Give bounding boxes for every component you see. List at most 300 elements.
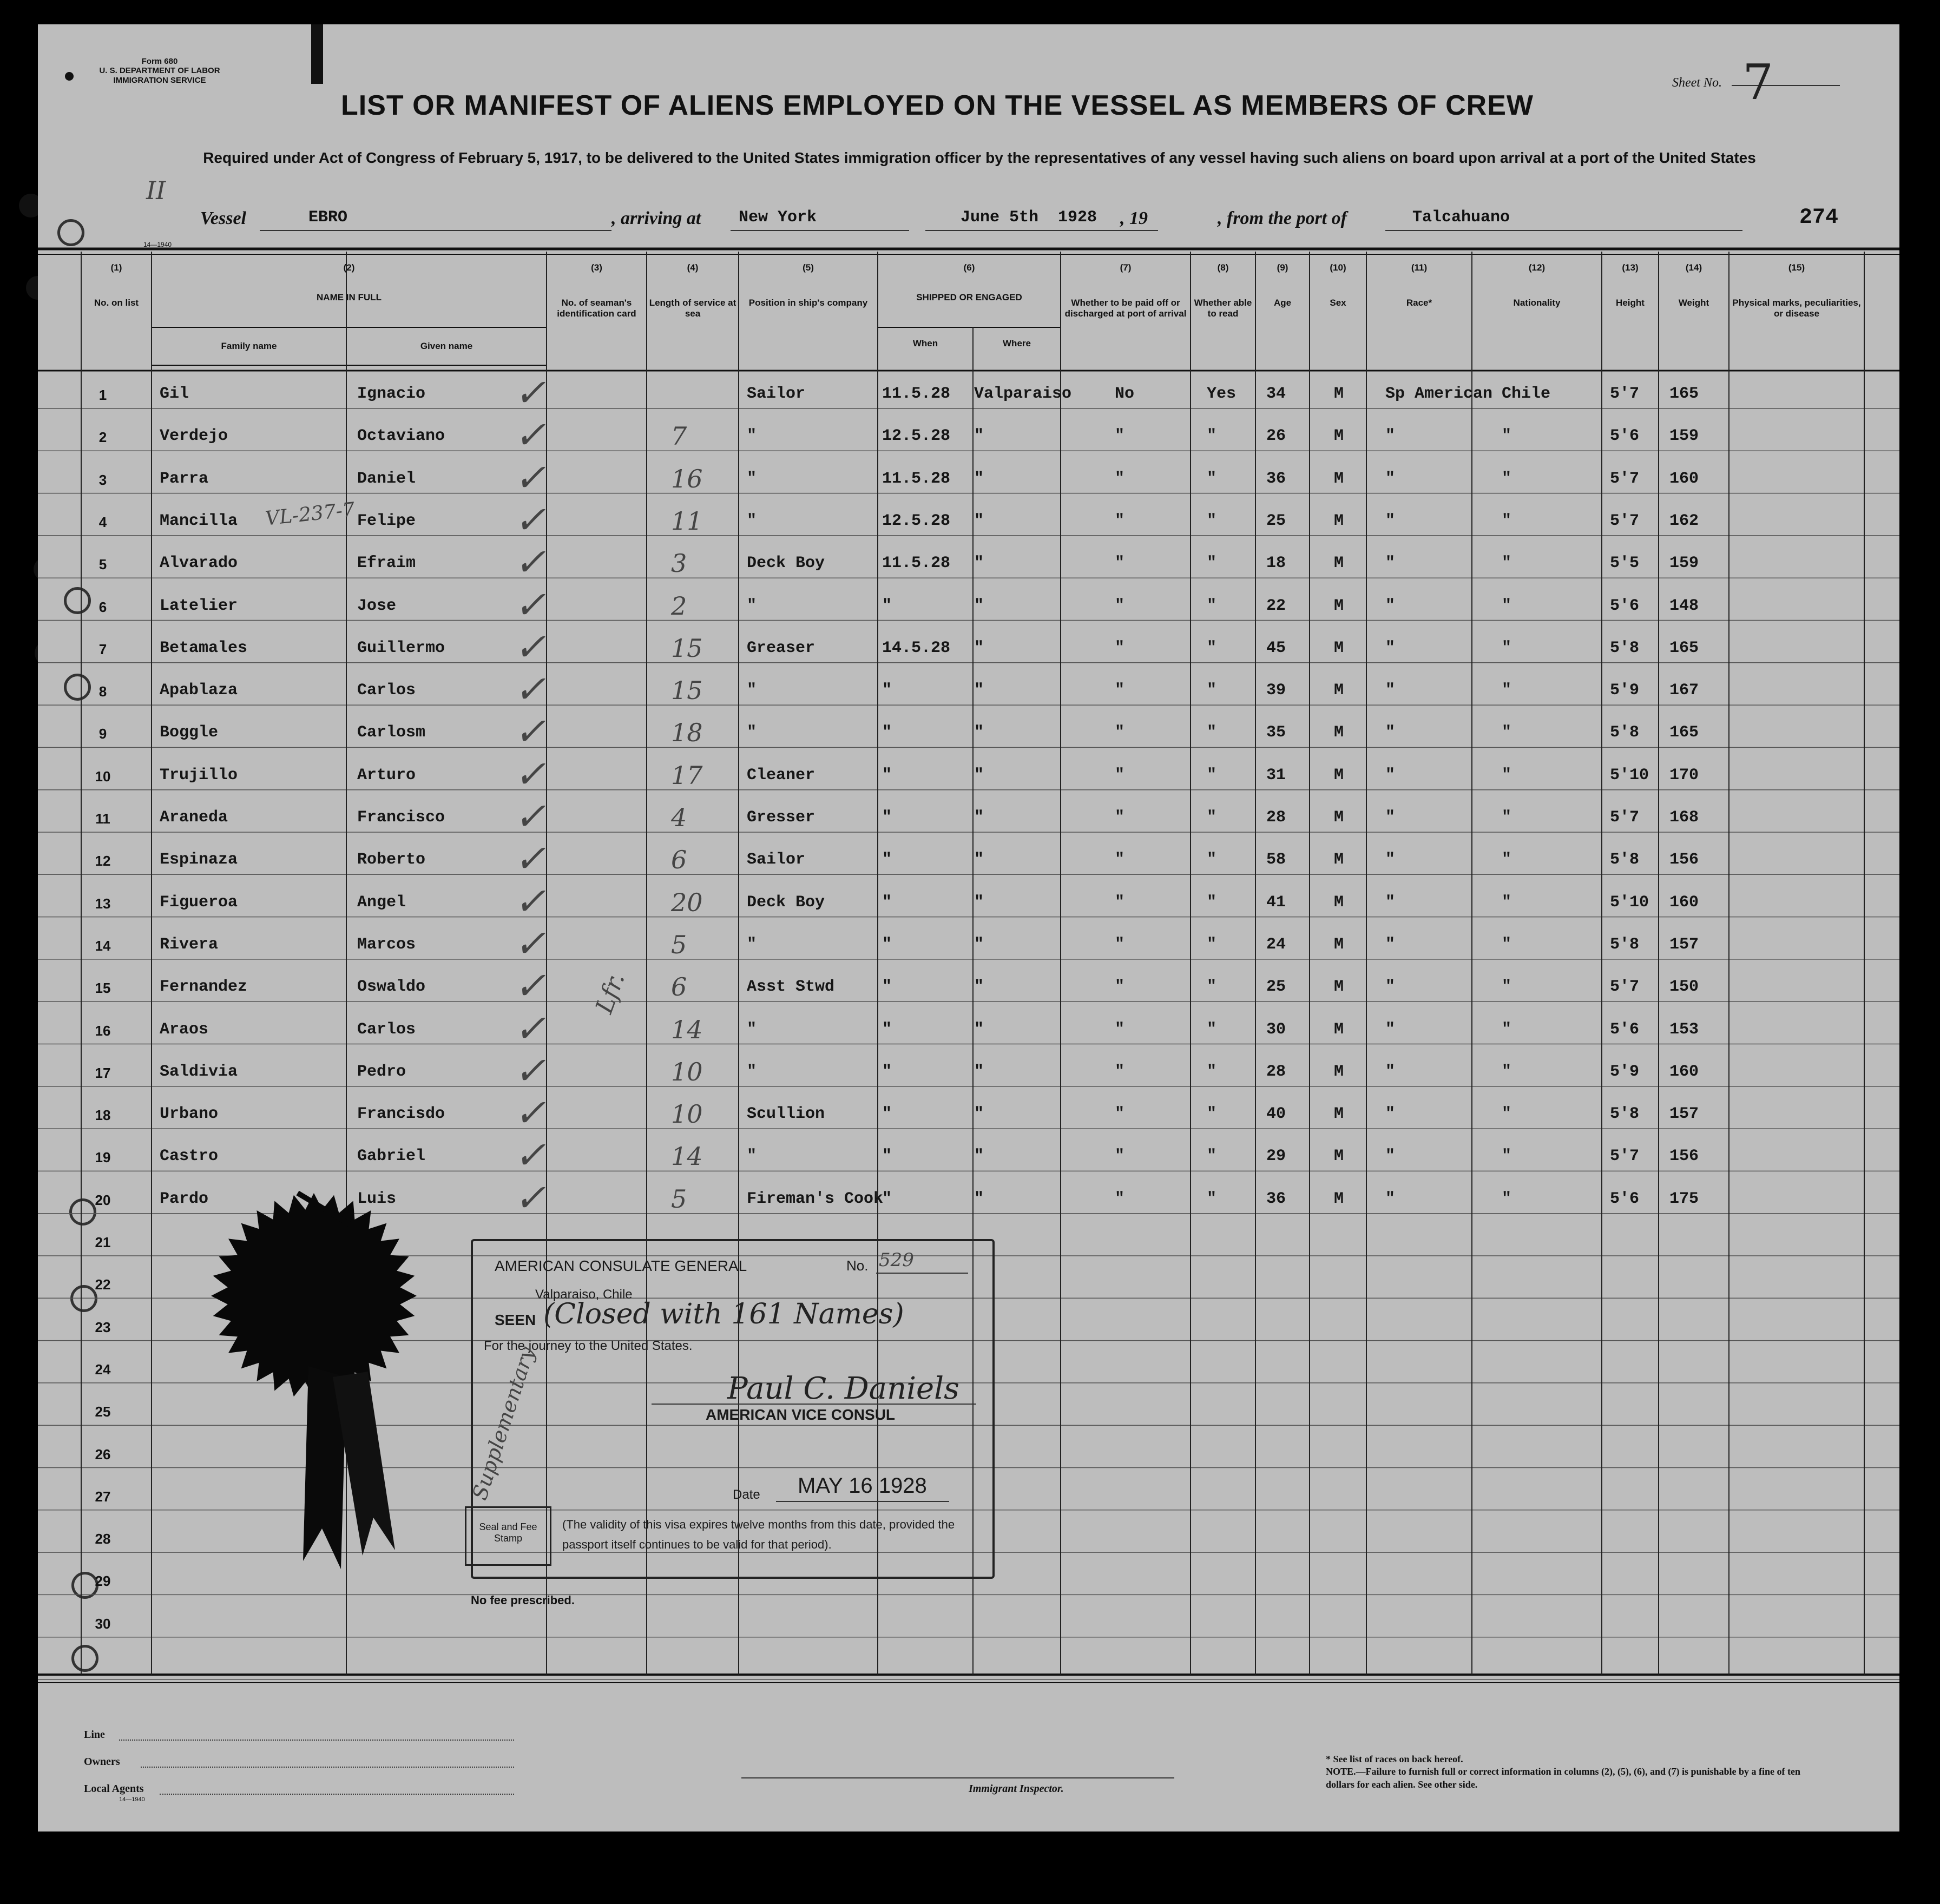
cell-given: Carlos (357, 1020, 416, 1039)
footer-agents-label: Local Agents (84, 1783, 144, 1795)
cell-where: Valparaiso (974, 385, 1072, 403)
cell-where: " (974, 1189, 984, 1208)
row-number: 10 (95, 768, 111, 785)
page-title: LIST OR MANIFEST OF ALIENS EMPLOYED ON THE VESSEL AS MEMBERS OF CREW (341, 90, 1534, 121)
cell-paid: " (1115, 766, 1125, 785)
cell-age: 24 (1266, 935, 1286, 954)
column-header: Weight (1678, 298, 1709, 308)
cell-service: 10 (671, 1099, 703, 1129)
cell-sex: M (1334, 1062, 1344, 1081)
cell-height: 5'9 (1610, 1062, 1640, 1081)
cell-position: " (747, 596, 757, 615)
check-mark-icon: ✓ (514, 1133, 546, 1178)
cell-sex: M (1334, 511, 1344, 530)
column-header: NAME IN FULL (317, 292, 382, 302)
cell-nationality: " (1502, 638, 1512, 657)
cell-position: Deck Boy (747, 893, 825, 912)
cell-nationality: " (1502, 1105, 1512, 1124)
cell-age: 30 (1266, 1020, 1286, 1039)
cell-where: " (974, 1020, 984, 1039)
cell-nationality: " (1502, 596, 1512, 615)
cell-family: Mancilla (160, 511, 238, 530)
cell-where: " (974, 596, 984, 615)
arriving-port: New York (739, 208, 817, 227)
cell-height: 5'6 (1610, 596, 1640, 615)
cell-read: " (1207, 469, 1217, 488)
cell-service: 14 (671, 1142, 703, 1171)
cell-height: 5'7 (1610, 469, 1640, 488)
cell-read: " (1207, 978, 1217, 997)
cell-height: 5'8 (1610, 723, 1640, 742)
cell-age: 22 (1266, 596, 1286, 615)
cell-sex: M (1334, 596, 1344, 615)
check-mark-icon: ✓ (514, 752, 546, 796)
check-mark-icon: ✓ (514, 879, 546, 924)
row-number: 28 (95, 1531, 111, 1547)
cell-age: 40 (1266, 1105, 1286, 1124)
row-number: 13 (95, 895, 111, 912)
footer-line-label: Line (84, 1729, 105, 1741)
cell-position: " (747, 723, 757, 742)
cell-where: " (974, 638, 984, 657)
cell-height: 5'10 (1610, 766, 1649, 785)
column-header: Whether able to read (1194, 298, 1252, 319)
column-number: (1) (110, 262, 122, 273)
cell-family: Fernandez (160, 978, 248, 997)
cell-race: " (1385, 511, 1396, 530)
cell-height: 5'9 (1610, 681, 1640, 700)
cell-position: " (747, 511, 757, 530)
row-number: 16 (95, 1022, 111, 1039)
cell-position: Cleaner (747, 766, 816, 785)
cell-family: Espinaza (160, 851, 238, 869)
cell-given: Oswaldo (357, 978, 426, 997)
cell-given: Francisdo (357, 1105, 445, 1124)
cell-given: Guillermo (357, 638, 445, 657)
row-number: 27 (95, 1488, 111, 1505)
cell-weight: 156 (1669, 1147, 1699, 1166)
cell-height: 5'7 (1610, 1147, 1640, 1166)
seal-icon (211, 1182, 438, 1604)
row-number: 29 (95, 1573, 111, 1590)
cell-where: " (974, 1147, 984, 1166)
cell-where: " (974, 681, 984, 700)
cell-service: 5 (671, 1184, 687, 1214)
row-number: 21 (95, 1234, 111, 1250)
row-number: 22 (95, 1276, 111, 1293)
cell-sex: M (1334, 808, 1344, 827)
cell-race: " (1385, 766, 1396, 785)
cell-read: " (1207, 638, 1217, 657)
cell-given: Gabriel (357, 1147, 426, 1166)
column-number: (6) (963, 262, 975, 273)
cell-read: " (1207, 1020, 1217, 1039)
page-subtitle: Required under Act of Congress of February 5, 1917, to be delivered to the United States immigration officer by the representatives of any vessel having such aliens on board upon arrival at a port of the United States (203, 149, 1756, 166)
cell-position: Greaser (747, 638, 816, 657)
cell-nationality: " (1502, 469, 1512, 488)
form-number: Form 680 (141, 57, 178, 66)
cell-service: 11 (671, 506, 703, 536)
cell-position: " (747, 427, 757, 446)
form-code: 14—1940 (143, 241, 172, 248)
cell-service: 2 (671, 591, 687, 621)
cell-nationality: " (1502, 1020, 1512, 1039)
cell-read: " (1207, 1105, 1217, 1124)
journey-text: For the journey to the United States. (484, 1339, 693, 1353)
seen-label: SEEN (495, 1312, 536, 1328)
cell-age: 41 (1266, 893, 1286, 912)
cell-nationality: " (1502, 851, 1512, 869)
cell-family: Araneda (160, 808, 228, 827)
cell-weight: 160 (1669, 893, 1699, 912)
cell-race: " (1385, 1147, 1396, 1166)
cell-height: 5'6 (1610, 1020, 1640, 1039)
cell-read: " (1207, 427, 1217, 446)
cell-read: " (1207, 596, 1217, 615)
consulate-heading: AMERICAN CONSULATE GENERAL (495, 1257, 747, 1274)
cell-sex: M (1334, 935, 1344, 954)
footer-note-races: * See list of races on back hereof. (1326, 1754, 1463, 1764)
cell-height: 5'6 (1610, 1189, 1640, 1208)
cell-where: " (974, 893, 984, 912)
cell-when: " (882, 1147, 892, 1166)
cell-paid: No (1115, 385, 1135, 403)
cell-given: Ignacio (357, 385, 426, 403)
cell-service: 14 (671, 1014, 703, 1044)
row-number: 20 (95, 1191, 111, 1208)
cell-where: " (974, 978, 984, 997)
cell-nationality: " (1502, 1189, 1512, 1208)
cell-when: " (882, 681, 892, 700)
cell-nationality: " (1502, 681, 1512, 700)
consulate-stamp (468, 1239, 995, 1579)
cell-age: 26 (1266, 427, 1286, 446)
cell-position: Scullion (747, 1105, 825, 1124)
row-number: 24 (95, 1361, 111, 1378)
cell-nationality: " (1502, 808, 1512, 827)
cell-height: 5'7 (1610, 385, 1640, 403)
cell-given: Carlosm (357, 723, 426, 742)
cell-paid: " (1115, 681, 1125, 700)
cell-read: " (1207, 808, 1217, 827)
row-number: 23 (95, 1319, 111, 1335)
cell-family: Parra (160, 469, 209, 488)
cell-position: " (747, 1062, 757, 1081)
cell-paid: " (1115, 427, 1125, 446)
column-header: Race* (1406, 298, 1432, 308)
check-mark-icon: ✓ (514, 624, 546, 669)
signature: Paul C. Daniels (727, 1371, 959, 1406)
cell-age: 25 (1266, 511, 1286, 530)
cell-sex: M (1334, 1020, 1344, 1039)
cell-family: Figueroa (160, 893, 238, 912)
arrival-date: June 5th 1928 (961, 208, 1097, 227)
cell-weight: 160 (1669, 469, 1699, 488)
column-number: (8) (1217, 262, 1229, 273)
column-number: (15) (1788, 262, 1805, 273)
cell-where: " (974, 1105, 984, 1124)
cell-position: Asst Stwd (747, 978, 835, 997)
cell-height: 5'8 (1610, 638, 1640, 657)
cell-where: " (974, 935, 984, 954)
footer-owners-label: Owners (84, 1756, 120, 1768)
cell-family: Boggle (160, 723, 219, 742)
cell-position: " (747, 1020, 757, 1039)
cell-read: " (1207, 766, 1217, 785)
cell-service: 3 (671, 549, 687, 578)
cell-family: Apablaza (160, 681, 238, 700)
cell-age: 18 (1266, 554, 1286, 573)
cell-given: Octaviano (357, 427, 445, 446)
column-header: No. on list (94, 298, 139, 308)
cell-weight: 165 (1669, 638, 1699, 657)
cell-where: " (974, 469, 984, 488)
cell-when: " (882, 808, 892, 827)
cell-position: " (747, 1147, 757, 1166)
cell-height: 5'8 (1610, 851, 1640, 869)
cell-family: Pardo (160, 1189, 209, 1208)
stamp-number: 274 (1799, 206, 1839, 230)
cell-age: 36 (1266, 1189, 1286, 1208)
cell-paid: " (1115, 469, 1125, 488)
cell-race: " (1385, 1062, 1396, 1081)
cell-paid: " (1115, 1189, 1125, 1208)
cell-family: Araos (160, 1020, 209, 1039)
margin-note: VL-237-7 (264, 498, 356, 530)
cell-sex: M (1334, 978, 1344, 997)
cell-when: 11.5.28 (882, 554, 951, 573)
cell-height: 5'7 (1610, 808, 1640, 827)
cell-family: Betamales (160, 638, 248, 657)
cell-paid: " (1115, 1147, 1125, 1166)
cell-sex: M (1334, 766, 1344, 785)
row-number: 6 (98, 598, 107, 615)
cell-read: " (1207, 681, 1217, 700)
column-number: (12) (1528, 262, 1546, 273)
column-header: No. of seaman's identification card (557, 298, 636, 319)
cell-read: " (1207, 723, 1217, 742)
check-mark-icon: ✓ (514, 497, 546, 542)
cell-race: " (1385, 935, 1396, 954)
cell-when: " (882, 1020, 892, 1039)
cell-where: " (974, 554, 984, 573)
cell-paid: " (1115, 1062, 1125, 1081)
cell-paid: " (1115, 554, 1125, 573)
cell-read: " (1207, 935, 1217, 954)
cell-weight: 153 (1669, 1020, 1699, 1039)
cell-read: " (1207, 893, 1217, 912)
cell-when: " (882, 1105, 892, 1124)
cell-race: " (1385, 1020, 1396, 1039)
supplementary-note: Supplementary (468, 1344, 540, 1503)
cell-paid: " (1115, 1105, 1125, 1124)
cell-paid: " (1115, 808, 1125, 827)
manifest-sheet (38, 24, 1899, 1831)
cell-service: 20 (671, 887, 703, 917)
cell-weight: 159 (1669, 427, 1699, 446)
check-mark-icon: ✓ (514, 540, 546, 585)
column-number: (11) (1411, 262, 1428, 273)
cell-when: " (882, 851, 892, 869)
cell-given: Angel (357, 893, 406, 912)
consulate-no-label: No. (846, 1257, 869, 1274)
cell-age: 25 (1266, 978, 1286, 997)
cell-where: " (974, 808, 984, 827)
column-header: Age (1273, 298, 1292, 308)
column-number: (3) (591, 262, 602, 273)
column-number: (7) (1120, 262, 1132, 273)
cell-given: Felipe (357, 511, 416, 530)
cell-service: 10 (671, 1057, 703, 1086)
cell-paid: " (1115, 596, 1125, 615)
cell-race: " (1385, 681, 1396, 700)
cell-when: " (882, 935, 892, 954)
column-header: Length of service at sea (649, 298, 736, 319)
cell-position: " (747, 469, 757, 488)
cell-where: " (974, 723, 984, 742)
row-number: 4 (98, 513, 107, 530)
cell-service: 6 (671, 845, 687, 875)
column-subheader: Given name (420, 341, 473, 351)
cell-sex: M (1334, 554, 1344, 573)
cell-race: " (1385, 1105, 1396, 1124)
cell-height: 5'6 (1610, 427, 1640, 446)
check-mark-icon: ✓ (514, 1006, 546, 1051)
cell-paid: " (1115, 893, 1125, 912)
column-number: (13) (1622, 262, 1639, 273)
column-subheader: Where (1003, 338, 1031, 348)
cell-service: 17 (671, 760, 703, 790)
department: U. S. DEPARTMENT OF LABOR (99, 66, 220, 76)
check-mark-icon: ✓ (514, 413, 546, 458)
check-mark-icon: ✓ (514, 794, 546, 839)
cell-sex: M (1334, 723, 1344, 742)
cell-age: 31 (1266, 766, 1286, 785)
service: IMMIGRATION SERVICE (113, 75, 206, 85)
cell-weight: 165 (1669, 385, 1699, 403)
cell-given: Marcos (357, 935, 416, 954)
cell-given: Luis (357, 1189, 397, 1208)
cell-weight: 175 (1669, 1189, 1699, 1208)
cell-paid: " (1115, 978, 1125, 997)
check-mark-icon: ✓ (514, 371, 546, 415)
cell-position: Gresser (747, 808, 816, 827)
cell-when: " (882, 766, 892, 785)
cell-nationality: " (1502, 1147, 1512, 1166)
cell-when: " (882, 978, 892, 997)
cell-weight: 157 (1669, 935, 1699, 954)
cell-height: 5'8 (1610, 935, 1640, 954)
column-number: (10) (1330, 262, 1346, 273)
cell-service: 6 (671, 972, 687, 1002)
cell-read: Yes (1207, 385, 1237, 403)
cell-position: Deck Boy (747, 554, 825, 573)
cell-when: " (882, 893, 892, 912)
cell-family: Rivera (160, 935, 219, 954)
cell-family: Verdejo (160, 427, 228, 446)
cell-when: 11.5.28 (882, 385, 951, 403)
cell-height: 5'5 (1610, 554, 1640, 573)
column-header: Sex (1330, 298, 1346, 308)
cell-sex: M (1334, 681, 1344, 700)
row-number: 11 (95, 811, 110, 827)
check-mark-icon: ✓ (514, 1091, 546, 1136)
cell-sex: M (1334, 893, 1344, 912)
arriving-label: , arriving at (611, 208, 701, 228)
cell-age: 45 (1266, 638, 1286, 657)
cell-race: " (1385, 723, 1396, 742)
cell-position: " (747, 681, 757, 700)
vessel-name: EBRO (308, 208, 348, 227)
cell-sex: M (1334, 1189, 1344, 1208)
check-mark-icon: ✓ (514, 582, 546, 627)
cell-when: 11.5.28 (882, 469, 951, 488)
cell-paid: " (1115, 935, 1125, 954)
check-mark-icon: ✓ (514, 455, 546, 500)
cell-read: " (1207, 1189, 1217, 1208)
cell-sex: M (1334, 1105, 1344, 1124)
cell-service: 7 (671, 421, 687, 451)
cell-family: Urbano (160, 1105, 219, 1124)
cell-race: " (1385, 554, 1396, 573)
cell-nationality: " (1502, 978, 1512, 997)
cell-age: 39 (1266, 681, 1286, 700)
footer-notes (1326, 1753, 1824, 1791)
cell-service: 18 (671, 718, 703, 748)
column-number: (14) (1685, 262, 1702, 273)
cell-when: " (882, 723, 892, 742)
cell-given: Roberto (357, 851, 426, 869)
cell-given: Pedro (357, 1062, 406, 1081)
row-number: 12 (95, 853, 111, 869)
cell-when: 12.5.28 (882, 511, 951, 530)
cell-age: 35 (1266, 723, 1286, 742)
handwritten-mark: Lfr. (590, 969, 630, 1017)
footer-note-fine: NOTE.—Failure to furnish full or correct information in columns (2), (5), (6), and (7) is punishable by a fine of ten dollars for each alien. See other side. (1326, 1766, 1801, 1790)
check-mark-icon: ✓ (514, 1048, 546, 1093)
validity-text: (The validity of this visa expires twelve months from this date, provided the passport itself continues to be valid for that period). (562, 1518, 955, 1552)
cell-weight: 159 (1669, 554, 1699, 573)
cell-where: " (974, 427, 984, 446)
cell-nationality: " (1502, 935, 1512, 954)
cell-weight: 148 (1669, 596, 1699, 615)
cell-when: " (882, 1189, 892, 1208)
cell-given: Francisco (357, 808, 445, 827)
cell-read: " (1207, 511, 1217, 530)
footer-form-code: 14—1940 (119, 1796, 145, 1803)
cell-position: Sailor (747, 385, 806, 403)
row-number: 2 (98, 429, 107, 446)
cell-nationality: Chile (1502, 385, 1551, 403)
cell-service: 15 (671, 676, 703, 706)
check-mark-icon: ✓ (514, 1175, 546, 1220)
cell-weight: 162 (1669, 511, 1699, 530)
column-subheader: Family name (221, 341, 277, 351)
cell-family: Trujillo (160, 766, 238, 785)
column-number: (4) (687, 262, 699, 273)
cell-nationality: " (1502, 554, 1512, 573)
cell-paid: " (1115, 638, 1125, 657)
cell-sex: M (1334, 427, 1344, 446)
column-header: Whether to be paid off or discharged at port of arrival (1064, 298, 1187, 319)
row-number: 17 (95, 1064, 111, 1081)
no-fee-note: No fee prescribed. (471, 1593, 575, 1607)
cell-nationality: " (1502, 893, 1512, 912)
cell-height: 5'10 (1610, 893, 1649, 912)
cell-weight: 165 (1669, 723, 1699, 742)
cell-race: " (1385, 1189, 1396, 1208)
cell-service: 5 (671, 930, 687, 959)
